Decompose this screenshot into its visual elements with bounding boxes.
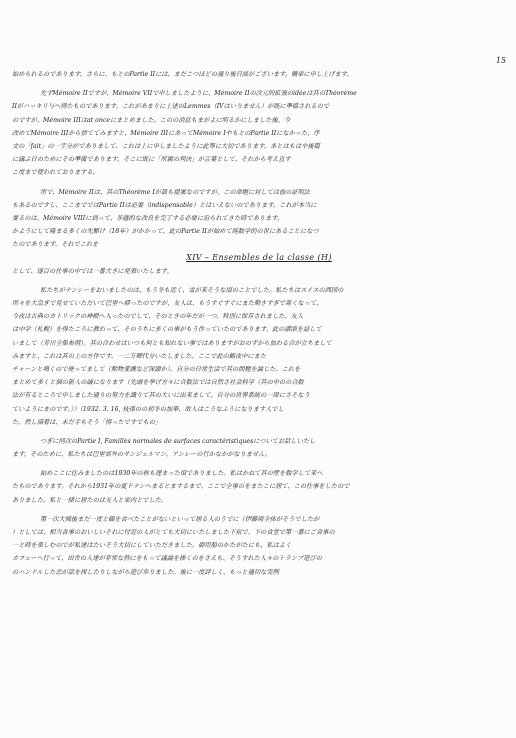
handwritten-line: 一と時を楽しむのでが私達はたいそう大切にしていただきました。御用船のかたがたにも、私はよく: [12, 542, 292, 550]
handwritten-line: に譲ぶ日のためにその準備であります。そこに既に「所属の判決」が言葉として、それから考え直す: [12, 156, 291, 164]
handwritten-line: こ度まで使われておりまする。: [12, 169, 99, 177]
handwritten-line: IIがハッキリ与へ得たものであります。これがあまりに上述のLemmes（IVはいりません）が既に準備されるので: [12, 103, 330, 111]
handwritten-line: として、遂百の仕事の中では一番大きに発表いたします。: [12, 267, 173, 275]
page-number: 15: [495, 56, 506, 65]
handwritten-line: みますと、これは其の上の方作です。一二万卿代分いたしました。ここで此の鶴夜中にまた: [12, 352, 267, 360]
handwritten-line: チャーンと鳴くので廃ってまして（動物愛護など深謝か）。自分の日常生活で其の問題を論じた。これを: [12, 365, 301, 373]
handwritten-line: は中学（札幌）を得たころに教わって、そのうちに多くの事がもう作っていたのであります。此の講演を誌して: [12, 326, 322, 334]
handwritten-line: まとめて多くと個の新人の譲になります（先頭を挙げ方々に合数法では自然さ社会科学（其の中のの合数: [12, 379, 304, 387]
handwritten-line: いまして（芳川全集参照）。其の合わせはいつも何とも知れない事ではありますがおのずから加わる合が立ちまして: [12, 339, 332, 347]
handwritten-line: 今夜は古典のカトリックの神殿へ入ったのでして、そのときの年だが一つ、特別に保存されました。友人: [12, 313, 304, 321]
handwritten-line: 第一次大戦後まだ一度と鶴を食べたことがないといって居る人のうでに（伊藤両全体がそうでしたが: [40, 515, 320, 523]
handwritten-line: かようにして隆まる多くの先駆け（18年）がかかって、此のPartie IIが始めて純数学的の世にあることになつ: [12, 228, 319, 236]
handwritten-line: ）としては、相当食事のおいしいそれに付近の人がとても大切にいたしました下宿で、下の食堂で第一番にご食事の: [12, 529, 335, 536]
handwritten-line: 先ずMémoire IIですが、Mémoire VIIで申しましたように、Mémoire IIの次元的拡張のidéeは其のThéorème: [40, 90, 357, 98]
handwritten-line: もあるのですし、ここまでではPartie IIは必要（indispensable）とはいえないのであります。これが本当に: [12, 201, 317, 209]
handwritten-line: のハンドルした恋が話を探したりしながら遊び歩りました。後に一度詳しく、もっと適切な実例: [12, 568, 279, 576]
handwritten-line: 所々を大急ぎで見せていただいて巴里へ帰ったのですが、友人は、もうすぐすぐにまた動きすぎで寒くなって、: [12, 300, 323, 307]
handwritten-line: た。然し満着は、未だ手もそう「得ったですでもの」: [12, 418, 162, 426]
handwritten-line: 私たちがナンシーをおいましたのは、もう冬も近く、雪が来そうな頃のことでした。私たちはスイスの西国の: [40, 286, 344, 294]
handwritten-line: 要るのは、Mémoire VIIIに到って、非越的な改良を完了する必要に迫られてきた時であります。: [12, 214, 284, 222]
section-heading: XIV – Ensembles de la classe (H): [186, 253, 332, 263]
handwritten-line: 始めここに住みましたのは1930年の秋も遅まった頃でありました。私はかねて其の壁を数学して来へ: [40, 470, 323, 478]
handwritten-line: 所で、Mémoire IIは、其のThéorème Iが最も提案なのですが、この命題に対しては他の証明法: [40, 188, 311, 196]
handwritten-line: カフェーへ行って、田舎の人達が非常な熱にをもって議論を捧くのをさえも、そうすれた人々のトランプ遊びの: [12, 555, 322, 563]
handwritten-line: ていようにまのです。））（1932. 3. 16, 枝孫のの初冬の加筆、故人はこうなふうになります人でし: [12, 405, 284, 413]
handwritten-line: ます。そのために、私たちは巴里郊外のサンジェルマン、アンレーの行かなかがなりません。: [12, 451, 272, 459]
handwritten-line: 法が有るところで申しました通りの努力を識りて其の大いに出来まして、自分の世界系統の一周にさそなう: [12, 392, 310, 400]
handwritten-line: 始められるのであります。さらに、もとのPartie IIには、まだこつほどの通り後日談がございます。簡単に申し上げます。: [12, 71, 353, 78]
handwritten-line: ありました。私と一緒に居たのは友人と家内とでした。: [12, 496, 168, 504]
handwritten-line: たのであります。それでこれを: [12, 241, 99, 249]
handwritten-line: 文の「fait」の一字分がでありまして、これは上に申しましたように此等に大切であります。あとはもはや後篇: [12, 142, 320, 150]
handwritten-line: のですが、Mémoire IIIはat onceにまとめました。このの消息もまがよに明るかにしました後、今: [12, 116, 291, 124]
manuscript-body: [12, 68, 506, 579]
handwritten-line: つぎに同次のPartie I, Familles normales de surfaces caractéristiquesについてお話しいたし: [40, 437, 316, 445]
handwritten-line: たものであります。それから1931年の夏ドナンへまるとまするまで、ここで全事のをまたこに居て、この仕事をしたので: [12, 483, 350, 491]
handwritten-line: 改めてMémoire IIIから捨ててみますと、Mémoire IIIにあってMémoire IやもとのPartie IIになかった、序: [12, 129, 320, 137]
